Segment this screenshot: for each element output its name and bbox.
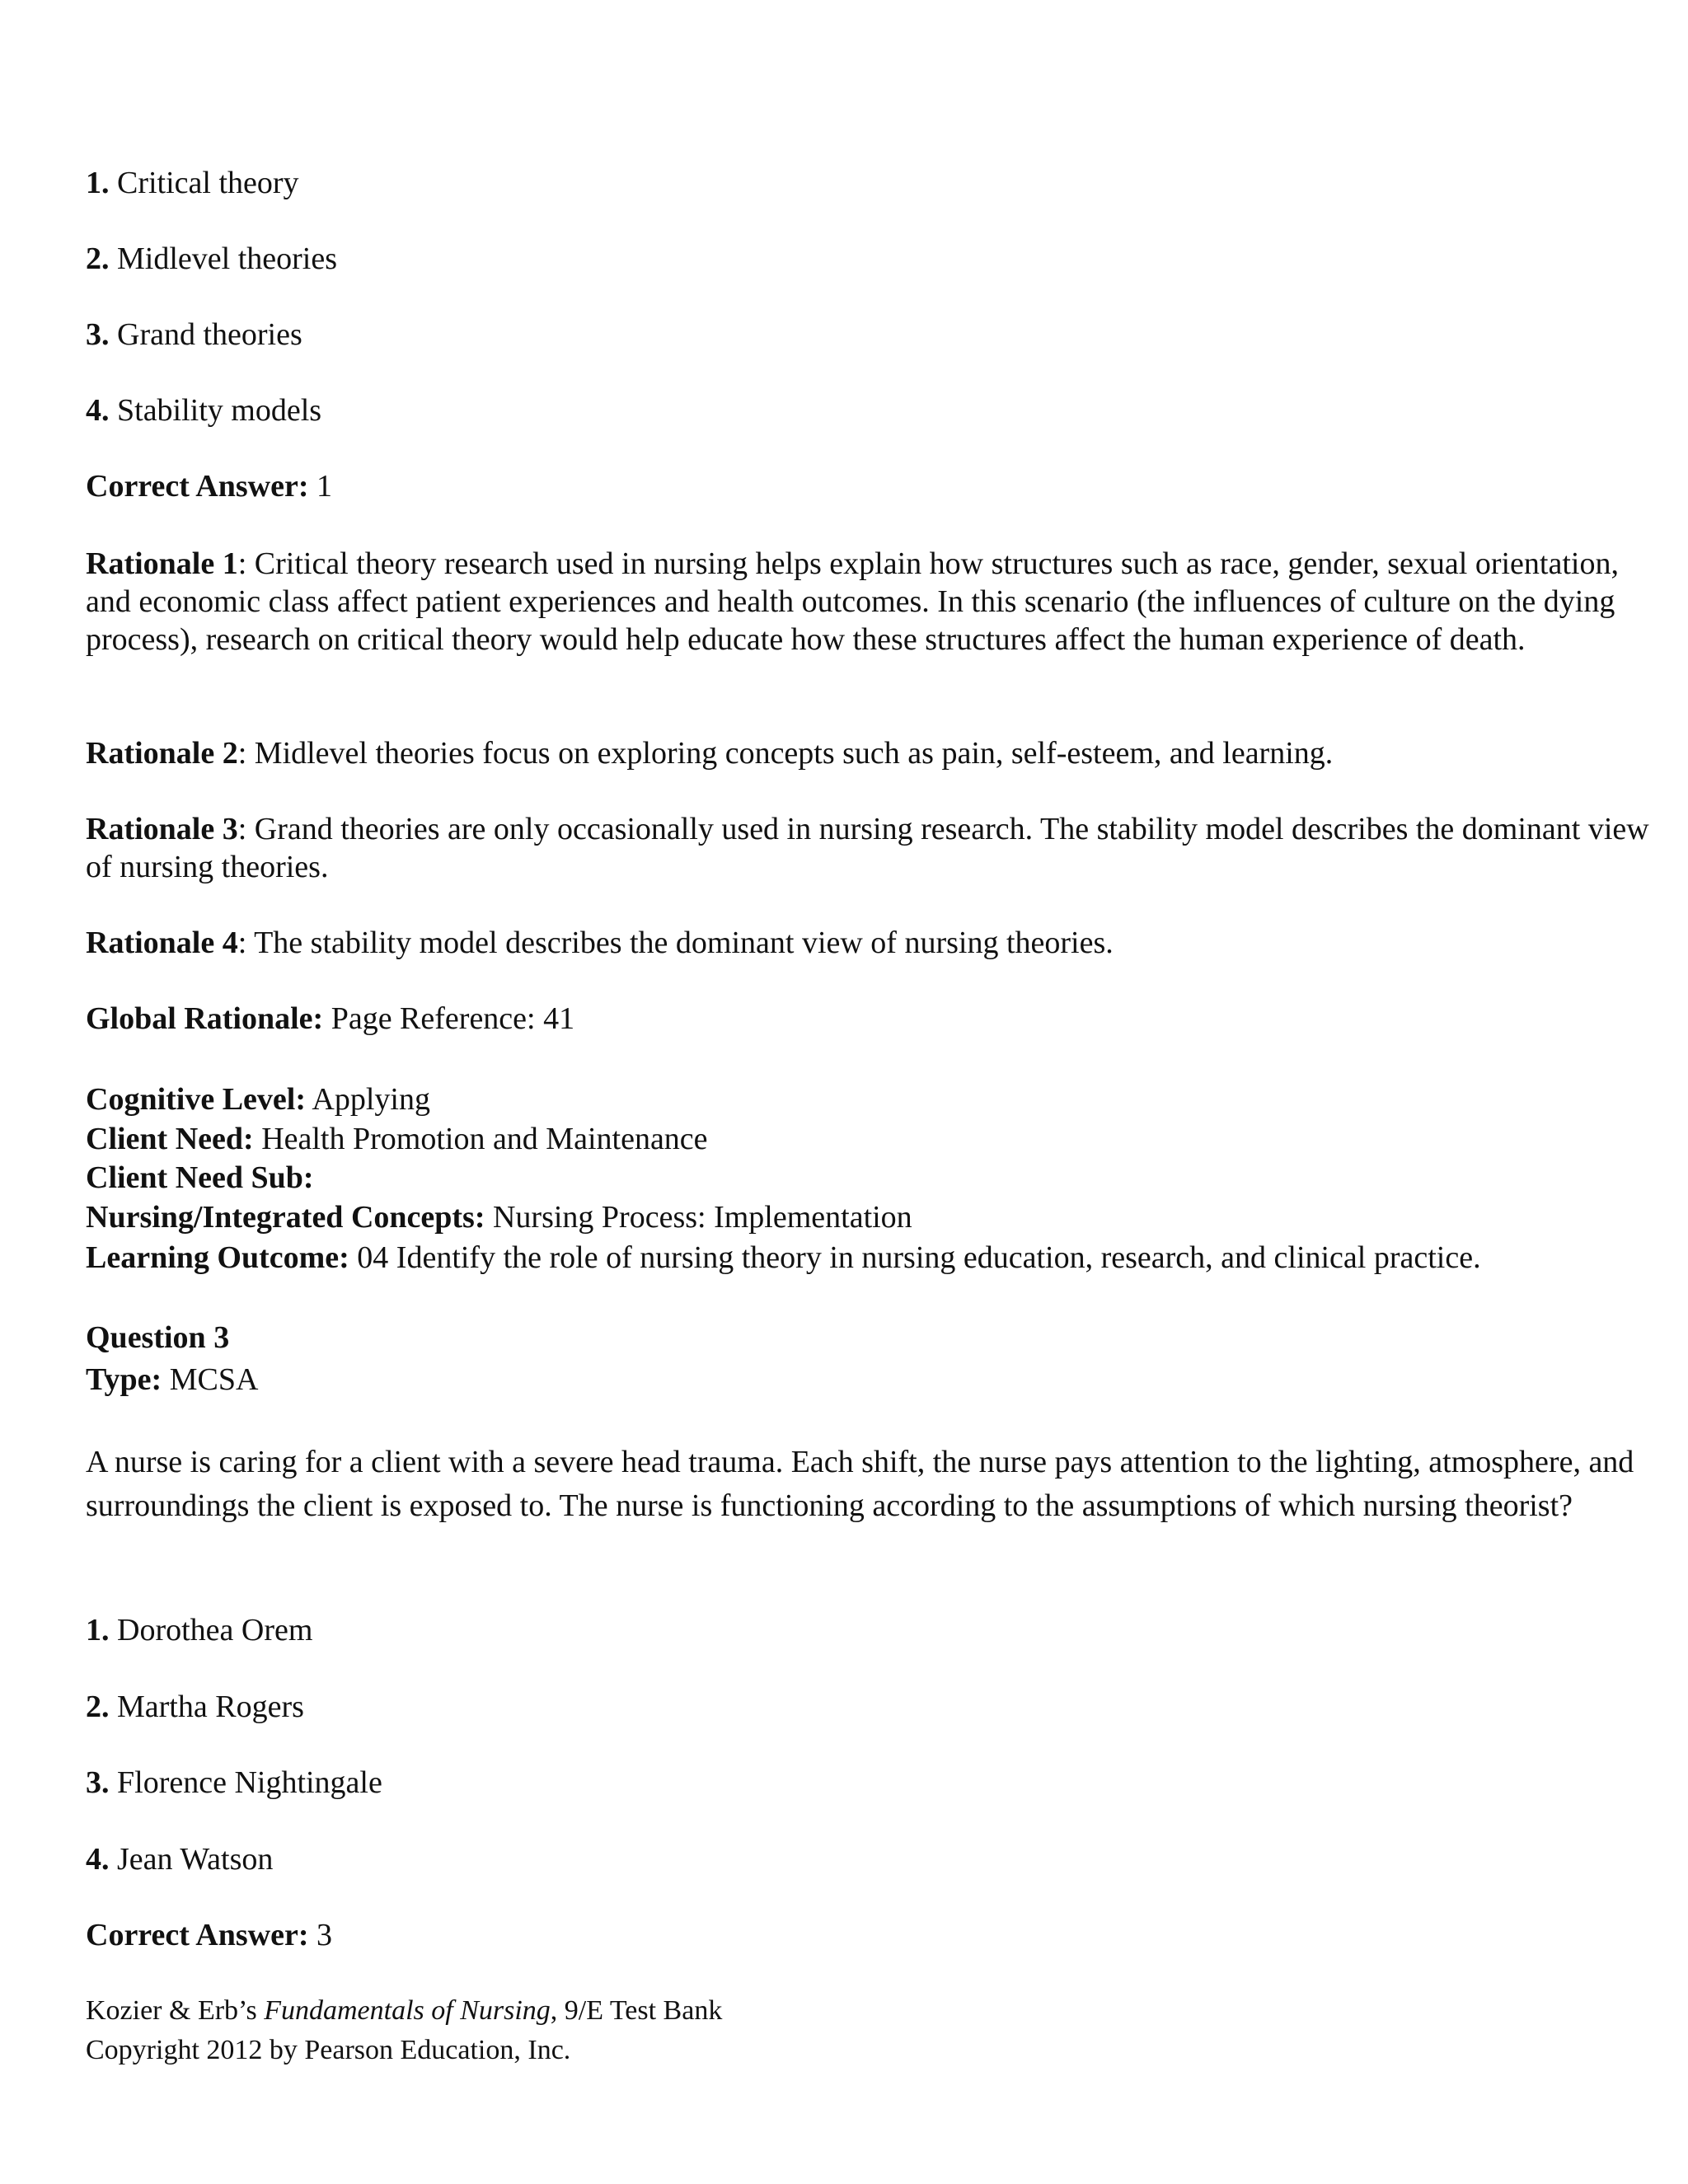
q3-stem (86, 1441, 1652, 1528)
meta-label: Nursing/Integrated Concepts: (86, 1200, 485, 1235)
rationale-text: : Midlevel theories focus on exploring concepts such as pain, self-esteem, and learning. (237, 736, 1334, 771)
q2-correct-answer (86, 467, 1639, 505)
meta-value: Applying (312, 1082, 430, 1117)
q3-heading (86, 1319, 1639, 1357)
option-number: 3. (86, 1765, 110, 1800)
option-text: Stability models (117, 393, 322, 428)
q2-rationale-4 (86, 924, 1639, 962)
q3-option-3 (86, 1764, 1639, 1802)
correct-answer-label: Correct Answer: (86, 1918, 309, 1952)
q2-rationale-1 (86, 545, 1652, 658)
rationale-label: Rationale 2 (86, 736, 238, 771)
question-heading: Question 3 (86, 1320, 230, 1355)
global-rationale-value: Page Reference: 41 (331, 1001, 575, 1036)
meta-value: Nursing Process: Implementation (492, 1200, 912, 1235)
q2-client-need-sub (86, 1159, 1639, 1197)
option-number: 1. (86, 1613, 110, 1647)
type-value: MCSA (169, 1362, 259, 1397)
q2-rationale-2 (86, 734, 1639, 772)
meta-label: Client Need: (86, 1122, 254, 1156)
rationale-label: Rationale 1 (86, 546, 238, 581)
correct-answer-label: Correct Answer: (86, 469, 309, 504)
option-text: Critical theory (117, 166, 299, 200)
option-number: 4. (86, 1842, 110, 1877)
q2-client-need (86, 1120, 1639, 1158)
meta-value: 04 Identify the role of nursing theory in nursing education, research, and clinical practice. (357, 1240, 1481, 1275)
copyright-text: Copyright 2012 by Pearson Education, Inc. (86, 2035, 571, 2065)
q2-learning-outcome (86, 1239, 1639, 1277)
meta-label: Learning Outcome: (86, 1240, 349, 1275)
rationale-label: Rationale 4 (86, 926, 238, 960)
option-number: 1. (86, 166, 110, 200)
option-text: Jean Watson (117, 1842, 274, 1877)
rationale-label: Rationale 3 (86, 812, 238, 846)
option-number: 4. (86, 393, 110, 428)
option-text: Midlevel theories (117, 241, 337, 276)
option-number: 3. (86, 317, 110, 352)
q2-global-rationale (86, 1000, 1639, 1038)
global-rationale-label: Global Rationale: (86, 1001, 324, 1036)
q2-integrated-concepts (86, 1198, 1639, 1236)
option-number: 2. (86, 241, 110, 276)
option-text: Dorothea Orem (117, 1613, 313, 1647)
q2-option-3 (86, 316, 1639, 354)
option-text: Florence Nightingale (117, 1765, 382, 1800)
q3-option-2 (86, 1688, 1639, 1726)
rationale-text: : The stability model describes the dominant view of nursing theories. (237, 926, 1114, 960)
option-text: Grand theories (117, 317, 302, 352)
correct-answer-value: 1 (316, 469, 332, 504)
question-stem: A nurse is caring for a client with a severe head trauma. Each shift, the nurse pays attention to the lighting, atmosphere, and surroundings the client is exposed to. The nurse is functioning according to the assumptions of which nursing theorist? (86, 1445, 1634, 1523)
rationale-text: : Critical theory research used in nursing helps explain how structures such as race, gender, sexual orientation, and economic class affect patient experiences and health outcomes. In this scenario (the influences of culture on the dying process), research on critical theory would help educate how these structures affect the human experience of death. (86, 546, 1619, 657)
type-label: Type: (86, 1362, 162, 1397)
q2-option-1 (86, 164, 1639, 202)
option-text: Martha Rogers (117, 1690, 304, 1724)
correct-answer-value: 3 (316, 1918, 332, 1952)
meta-value: Health Promotion and Maintenance (261, 1122, 708, 1156)
footer-prefix: Kozier & Erb’s (86, 1995, 265, 2026)
q2-option-2 (86, 240, 1639, 278)
q3-option-1 (86, 1611, 1639, 1649)
q3-option-4 (86, 1840, 1639, 1878)
q2-rationale-3 (86, 810, 1652, 886)
option-number: 2. (86, 1690, 110, 1724)
footer-title: Fundamentals of Nursing (264, 1995, 551, 2026)
meta-label: Cognitive Level: (86, 1082, 307, 1117)
footer-suffix: , 9/E Test Bank (550, 1995, 723, 2026)
meta-label: Client Need Sub: (86, 1160, 314, 1195)
q2-option-4 (86, 391, 1639, 429)
q2-cognitive-level (86, 1080, 1639, 1118)
q3-type (86, 1361, 1639, 1399)
footer-book-title (86, 1992, 722, 2030)
q3-correct-answer (86, 1916, 1639, 1954)
footer-copyright (86, 2032, 570, 2069)
rationale-text: : Grand theories are only occasionally used in nursing research. The stability model describes the dominant view of nursing theories. (86, 812, 1649, 884)
